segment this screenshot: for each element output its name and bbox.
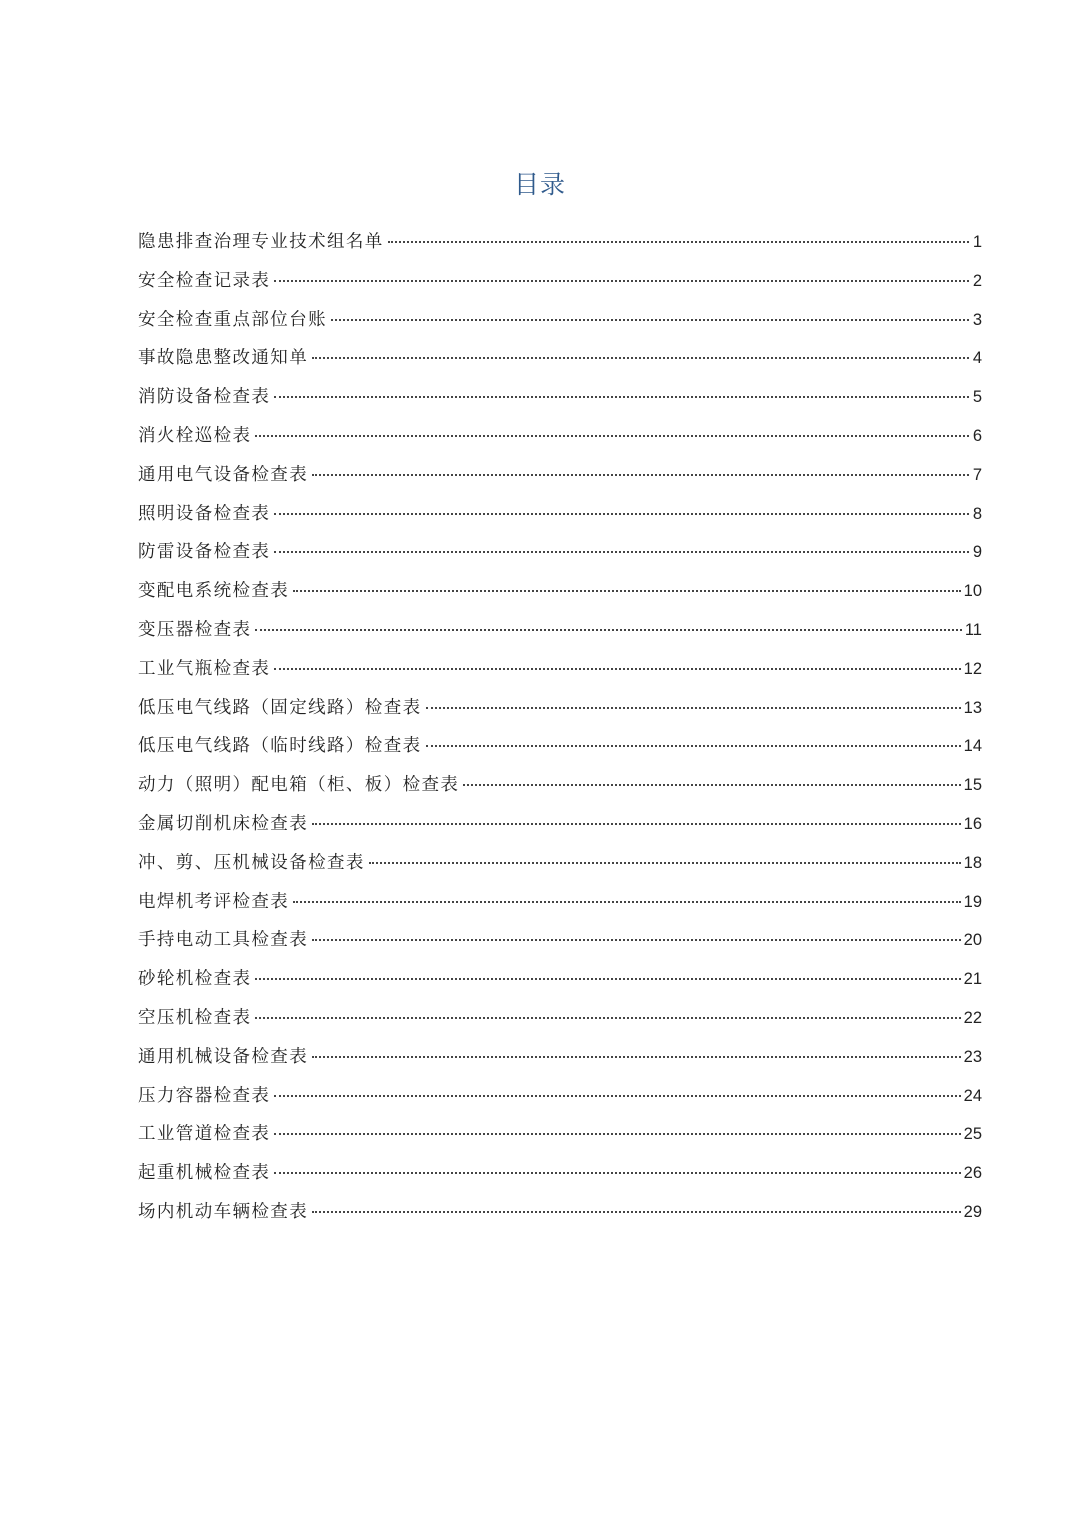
toc-entry-label: 安全检查重点部位台账: [138, 309, 327, 330]
toc-entry[interactable]: [138, 456, 982, 495]
toc-entry-page-number: 13: [963, 698, 982, 717]
toc-entry-page-number: 23: [963, 1047, 982, 1066]
dot-leader: [274, 1095, 960, 1097]
dot-leader: [274, 668, 960, 670]
dot-leader: [255, 1017, 960, 1019]
toc-entry-label: 冲、剪、压机械设备检查表: [138, 852, 365, 873]
toc-entry-page-number: 24: [963, 1086, 982, 1105]
dot-leader: [274, 1133, 960, 1135]
toc-entry-page-number: 19: [963, 892, 982, 911]
toc-entry[interactable]: [138, 960, 982, 999]
toc-entry-page-number: 8: [972, 504, 982, 523]
dot-leader: [463, 784, 960, 786]
toc-entry-label: 照明设备检查表: [138, 503, 271, 524]
toc-entry-page-number: 9: [972, 543, 982, 562]
toc-entry-page-number: 25: [963, 1125, 982, 1144]
dot-leader: [369, 862, 961, 864]
toc-entry-label: 通用机械设备检查表: [138, 1046, 309, 1067]
dot-leader: [255, 435, 969, 437]
toc-entry-label: 砂轮机检查表: [138, 969, 252, 990]
dot-leader: [312, 823, 961, 825]
toc-entry[interactable]: [138, 1193, 982, 1232]
toc-entry[interactable]: [138, 727, 982, 766]
toc-entry[interactable]: [138, 805, 982, 844]
toc-entry-page-number: 5: [972, 388, 982, 407]
dot-leader: [293, 901, 960, 903]
toc-entry-page-number: 2: [972, 271, 982, 290]
toc-entry[interactable]: [138, 223, 982, 262]
dot-leader: [255, 978, 960, 980]
toc-entry-page-number: 3: [972, 310, 982, 329]
toc-entry-label: 动力（照明）配电箱（柜、板）检查表: [138, 775, 460, 796]
toc-entry-label: 工业管道检查表: [138, 1124, 271, 1145]
toc-entry[interactable]: [138, 378, 982, 417]
dot-leader: [426, 707, 961, 709]
toc-entry-label: 事故隐患整改通知单: [138, 348, 309, 369]
dot-leader: [274, 280, 969, 282]
dot-leader: [293, 590, 960, 592]
toc-entry-label: 压力容器检查表: [138, 1085, 271, 1106]
dot-leader: [312, 939, 961, 941]
toc-entry-label: 消火栓巡检表: [138, 425, 252, 446]
toc-entry-page-number: 11: [964, 620, 982, 639]
toc-entry-page-number: 26: [963, 1164, 982, 1183]
toc-entry-label: 防雷设备检查表: [138, 542, 271, 563]
toc-entry-page-number: 21: [963, 970, 982, 989]
dot-leader: [426, 745, 961, 747]
toc-entry-label: 空压机检查表: [138, 1007, 252, 1028]
toc-entry[interactable]: [138, 999, 982, 1038]
toc-entry[interactable]: [138, 611, 982, 650]
dot-leader: [312, 474, 969, 476]
toc-entry[interactable]: [138, 262, 982, 301]
toc-entry-label: 变配电系统检查表: [138, 581, 290, 602]
dot-leader: [274, 513, 969, 515]
toc-entry[interactable]: [138, 650, 982, 689]
toc-entry-label: 低压电气线路（临时线路）检查表: [138, 736, 422, 757]
toc-entry-page-number: 12: [963, 659, 982, 678]
toc-entry-page-number: 18: [963, 853, 982, 872]
toc-entry-page-number: 7: [972, 465, 982, 484]
toc-entry-page-number: 14: [963, 737, 982, 756]
toc-entry[interactable]: [138, 689, 982, 728]
toc-entry[interactable]: [138, 766, 982, 805]
toc-list: [138, 223, 982, 1232]
toc-entry-page-number: 20: [963, 931, 982, 950]
toc-entry[interactable]: [138, 339, 982, 378]
toc-entry[interactable]: [138, 1154, 982, 1193]
toc-entry-page-number: 10: [963, 582, 982, 601]
dot-leader: [255, 629, 961, 631]
toc-entry-page-number: 1: [972, 233, 982, 251]
toc-entry-label: 隐患排查治理专业技术组名单: [138, 232, 384, 252]
toc-entry[interactable]: [138, 844, 982, 883]
toc-entry-page-number: 6: [972, 426, 982, 445]
toc-entry-page-number: 15: [963, 776, 982, 795]
toc-entry-label: 通用电气设备检查表: [138, 464, 309, 485]
toc-entry-page-number: 29: [963, 1202, 982, 1221]
dot-leader: [274, 1172, 960, 1174]
dot-leader: [388, 241, 969, 243]
dot-leader: [274, 551, 969, 553]
dot-leader: [312, 1211, 961, 1213]
toc-entry[interactable]: [138, 1038, 982, 1077]
toc-entry[interactable]: [138, 921, 982, 960]
toc-entry[interactable]: [138, 495, 982, 534]
toc-entry-label: 金属切削机床检查表: [138, 813, 309, 834]
toc-entry-label: 场内机动车辆检查表: [138, 1201, 309, 1222]
toc-entry-page-number: 22: [963, 1008, 982, 1027]
dot-leader: [331, 319, 969, 321]
toc-entry-label: 变压器检查表: [138, 619, 252, 640]
toc-entry[interactable]: [138, 301, 982, 340]
toc-entry-label: 低压电气线路（固定线路）检查表: [138, 697, 422, 718]
toc-entry-page-number: 4: [972, 349, 982, 368]
toc-entry[interactable]: [138, 1077, 982, 1116]
toc-entry-page-number: 16: [963, 814, 982, 833]
toc-entry-label: 手持电动工具检查表: [138, 930, 309, 951]
toc-entry-label: 安全检查记录表: [138, 270, 271, 291]
toc-entry[interactable]: [138, 533, 982, 572]
toc-entry[interactable]: [138, 572, 982, 611]
toc-entry[interactable]: [138, 417, 982, 456]
toc-title: 目录: [513, 170, 566, 199]
dot-leader: [274, 396, 969, 398]
dot-leader: [312, 357, 969, 359]
dot-leader: [312, 1056, 961, 1058]
toc-entry-label: 消防设备检查表: [138, 387, 271, 408]
toc-entry-label: 起重机械检查表: [138, 1163, 271, 1184]
toc-entry-label: 电焊机考评检查表: [138, 891, 290, 912]
toc-entry[interactable]: [138, 1115, 982, 1154]
toc-entry-label: 工业气瓶检查表: [138, 658, 271, 679]
toc-entry[interactable]: [138, 883, 982, 922]
